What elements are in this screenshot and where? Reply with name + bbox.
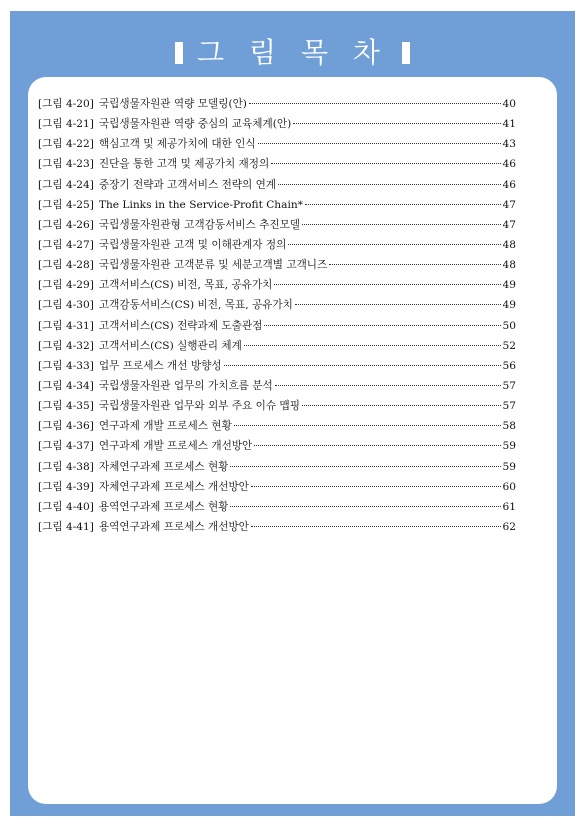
figure-list-item[interactable] [38, 156, 516, 176]
page-number: 48 [502, 238, 516, 251]
figure-list-item[interactable] [38, 358, 516, 378]
figure-number: [그림 4-41] [38, 520, 94, 533]
figure-list-item[interactable] [38, 116, 516, 136]
figure-title: 중장기 전략과 고객서비스 전략의 연계 [98, 178, 277, 191]
figure-number: [그림 4-26] [38, 218, 94, 231]
dot-leader [258, 143, 501, 144]
figure-title: 국립생물자원관 역량 중심의 교육체계(안) [98, 118, 292, 131]
page-number: 47 [502, 218, 516, 231]
figure-title: 국립생물자원관 업무와 외부 주요 이슈 맵핑 [98, 400, 300, 413]
figure-list-item[interactable] [38, 318, 516, 338]
figure-number: [그림 4-21] [38, 118, 94, 131]
figure-number: [그림 4-35] [38, 400, 94, 413]
page-number: 49 [502, 279, 516, 292]
dot-leader [234, 425, 501, 426]
figure-number: [그림 4-33] [38, 359, 94, 372]
dot-leader [293, 123, 500, 124]
page-number: 60 [502, 480, 516, 493]
dot-leader [251, 526, 501, 527]
dot-leader [230, 506, 500, 507]
figure-title: 자체연구과제 프로세스 개선방안 [98, 480, 249, 493]
title-left-bar [175, 42, 183, 64]
figure-number: [그림 4-38] [38, 460, 94, 473]
figure-number: [그림 4-25] [38, 198, 94, 211]
figure-list-item[interactable] [38, 96, 516, 116]
dot-leader [249, 103, 501, 104]
figure-list-item[interactable] [38, 398, 516, 418]
page-number: 57 [502, 379, 516, 392]
figure-list-item[interactable] [38, 136, 516, 156]
figure-number: [그림 4-28] [38, 259, 94, 272]
figure-number: [그림 4-37] [38, 440, 94, 453]
dot-leader [295, 304, 501, 305]
figure-title: 연구과제 개발 프로세스 개선방안 [98, 440, 253, 453]
figure-list-item[interactable] [38, 499, 516, 519]
page-number: 62 [502, 520, 516, 533]
dot-leader [288, 244, 500, 245]
dot-leader [230, 466, 500, 467]
page-number: 57 [502, 400, 516, 413]
dot-leader [302, 405, 501, 406]
dot-leader [302, 224, 500, 225]
figure-title: 국립생물자원관형 고객감동서비스 추진모델 [98, 218, 301, 231]
page-number: 58 [502, 420, 516, 433]
dot-leader [305, 204, 501, 205]
page-number: 61 [502, 500, 516, 513]
page-number: 49 [502, 299, 516, 312]
dot-leader [271, 163, 500, 164]
dot-leader [278, 184, 500, 185]
dot-leader [254, 445, 500, 446]
figure-number: [그림 4-30] [38, 299, 94, 312]
page-number: 52 [502, 339, 516, 352]
figure-list-item[interactable] [38, 217, 516, 237]
page-number: 47 [502, 198, 516, 211]
dot-leader [251, 486, 501, 487]
figure-list-item[interactable] [38, 438, 516, 458]
figure-number: [그림 4-32] [38, 339, 94, 352]
figure-number: [그림 4-39] [38, 480, 94, 493]
figure-list-item[interactable] [38, 177, 516, 197]
figure-number: [그림 4-24] [38, 178, 94, 191]
page-number: 59 [502, 440, 516, 453]
figure-list-item[interactable] [38, 237, 516, 257]
figure-number: [그림 4-36] [38, 420, 94, 433]
dot-leader [275, 385, 501, 386]
figure-number: [그림 4-20] [38, 98, 94, 110]
figure-title: 국립생물자원관 업무의 가치흐름 분석 [98, 379, 273, 392]
figure-title: The Links in the Service-Profit Chain* [98, 198, 303, 211]
dot-leader [274, 284, 500, 285]
dot-leader [224, 365, 501, 366]
figure-number: [그림 4-27] [38, 238, 94, 251]
dot-leader [329, 264, 500, 265]
page-number: 46 [502, 178, 516, 191]
figure-title: 업무 프로세스 개선 방향성 [98, 359, 222, 372]
figure-list-item[interactable] [38, 418, 516, 438]
figure-title: 국립생물자원관 고객 및 이해관계자 정의 [98, 238, 287, 251]
figure-list-item[interactable] [38, 197, 516, 217]
page-number: 41 [502, 118, 516, 131]
figure-title: 국립생물자원관 역량 모델링(안) [98, 98, 247, 110]
figure-title: 고객서비스(CS) 실행관리 체계 [98, 339, 242, 352]
page-header [10, 37, 575, 69]
figure-list-item[interactable] [38, 338, 516, 358]
figure-number: [그림 4-29] [38, 279, 94, 292]
figure-number: [그림 4-23] [38, 158, 94, 171]
figure-title: 진단을 통한 고객 및 제공가치 재정의 [98, 158, 270, 171]
page-number: 50 [502, 319, 516, 332]
figure-number: [그림 4-40] [38, 500, 94, 513]
page-title: 그 림 목 차 [197, 36, 388, 69]
figure-list-item[interactable] [38, 459, 516, 479]
figure-number: [그림 4-34] [38, 379, 94, 392]
page-number: 59 [502, 460, 516, 473]
page-number: 40 [502, 98, 516, 110]
figure-list-item[interactable] [38, 257, 516, 277]
figure-number: [그림 4-22] [38, 138, 94, 151]
figure-list [38, 96, 516, 539]
figure-title: 고객감동서비스(CS) 비전, 목표, 공유가치 [98, 299, 293, 312]
page-number: 46 [502, 158, 516, 171]
figure-title: 고객서비스(CS) 비전, 목표, 공유가치 [98, 279, 273, 292]
page-number: 43 [502, 138, 516, 151]
figure-list-item[interactable] [38, 277, 516, 297]
figure-list-item[interactable] [38, 519, 516, 539]
figure-title: 용역연구과제 프로세스 현황 [98, 500, 229, 513]
page-number: 48 [502, 259, 516, 272]
dot-leader [244, 345, 501, 346]
figure-list-item[interactable] [38, 378, 516, 398]
figure-list-item[interactable] [38, 297, 516, 317]
dot-leader [264, 325, 500, 326]
page-number: 56 [502, 359, 516, 372]
figure-title: 핵심고객 및 제공가치에 대한 인식 [98, 138, 256, 151]
figure-title: 고객서비스(CS) 전략과제 도출관점 [98, 319, 263, 332]
figure-title: 자체연구과제 프로세스 현황 [98, 460, 229, 473]
figure-list-item[interactable] [38, 479, 516, 499]
figure-number: [그림 4-31] [38, 319, 94, 332]
figure-title: 국립생물자원관 고객분류 및 세분고객별 고객니즈 [98, 259, 328, 272]
title-right-bar [402, 42, 410, 64]
figure-title: 연구과제 개발 프로세스 현황 [98, 420, 232, 433]
figure-title: 용역연구과제 프로세스 개선방안 [98, 520, 249, 533]
